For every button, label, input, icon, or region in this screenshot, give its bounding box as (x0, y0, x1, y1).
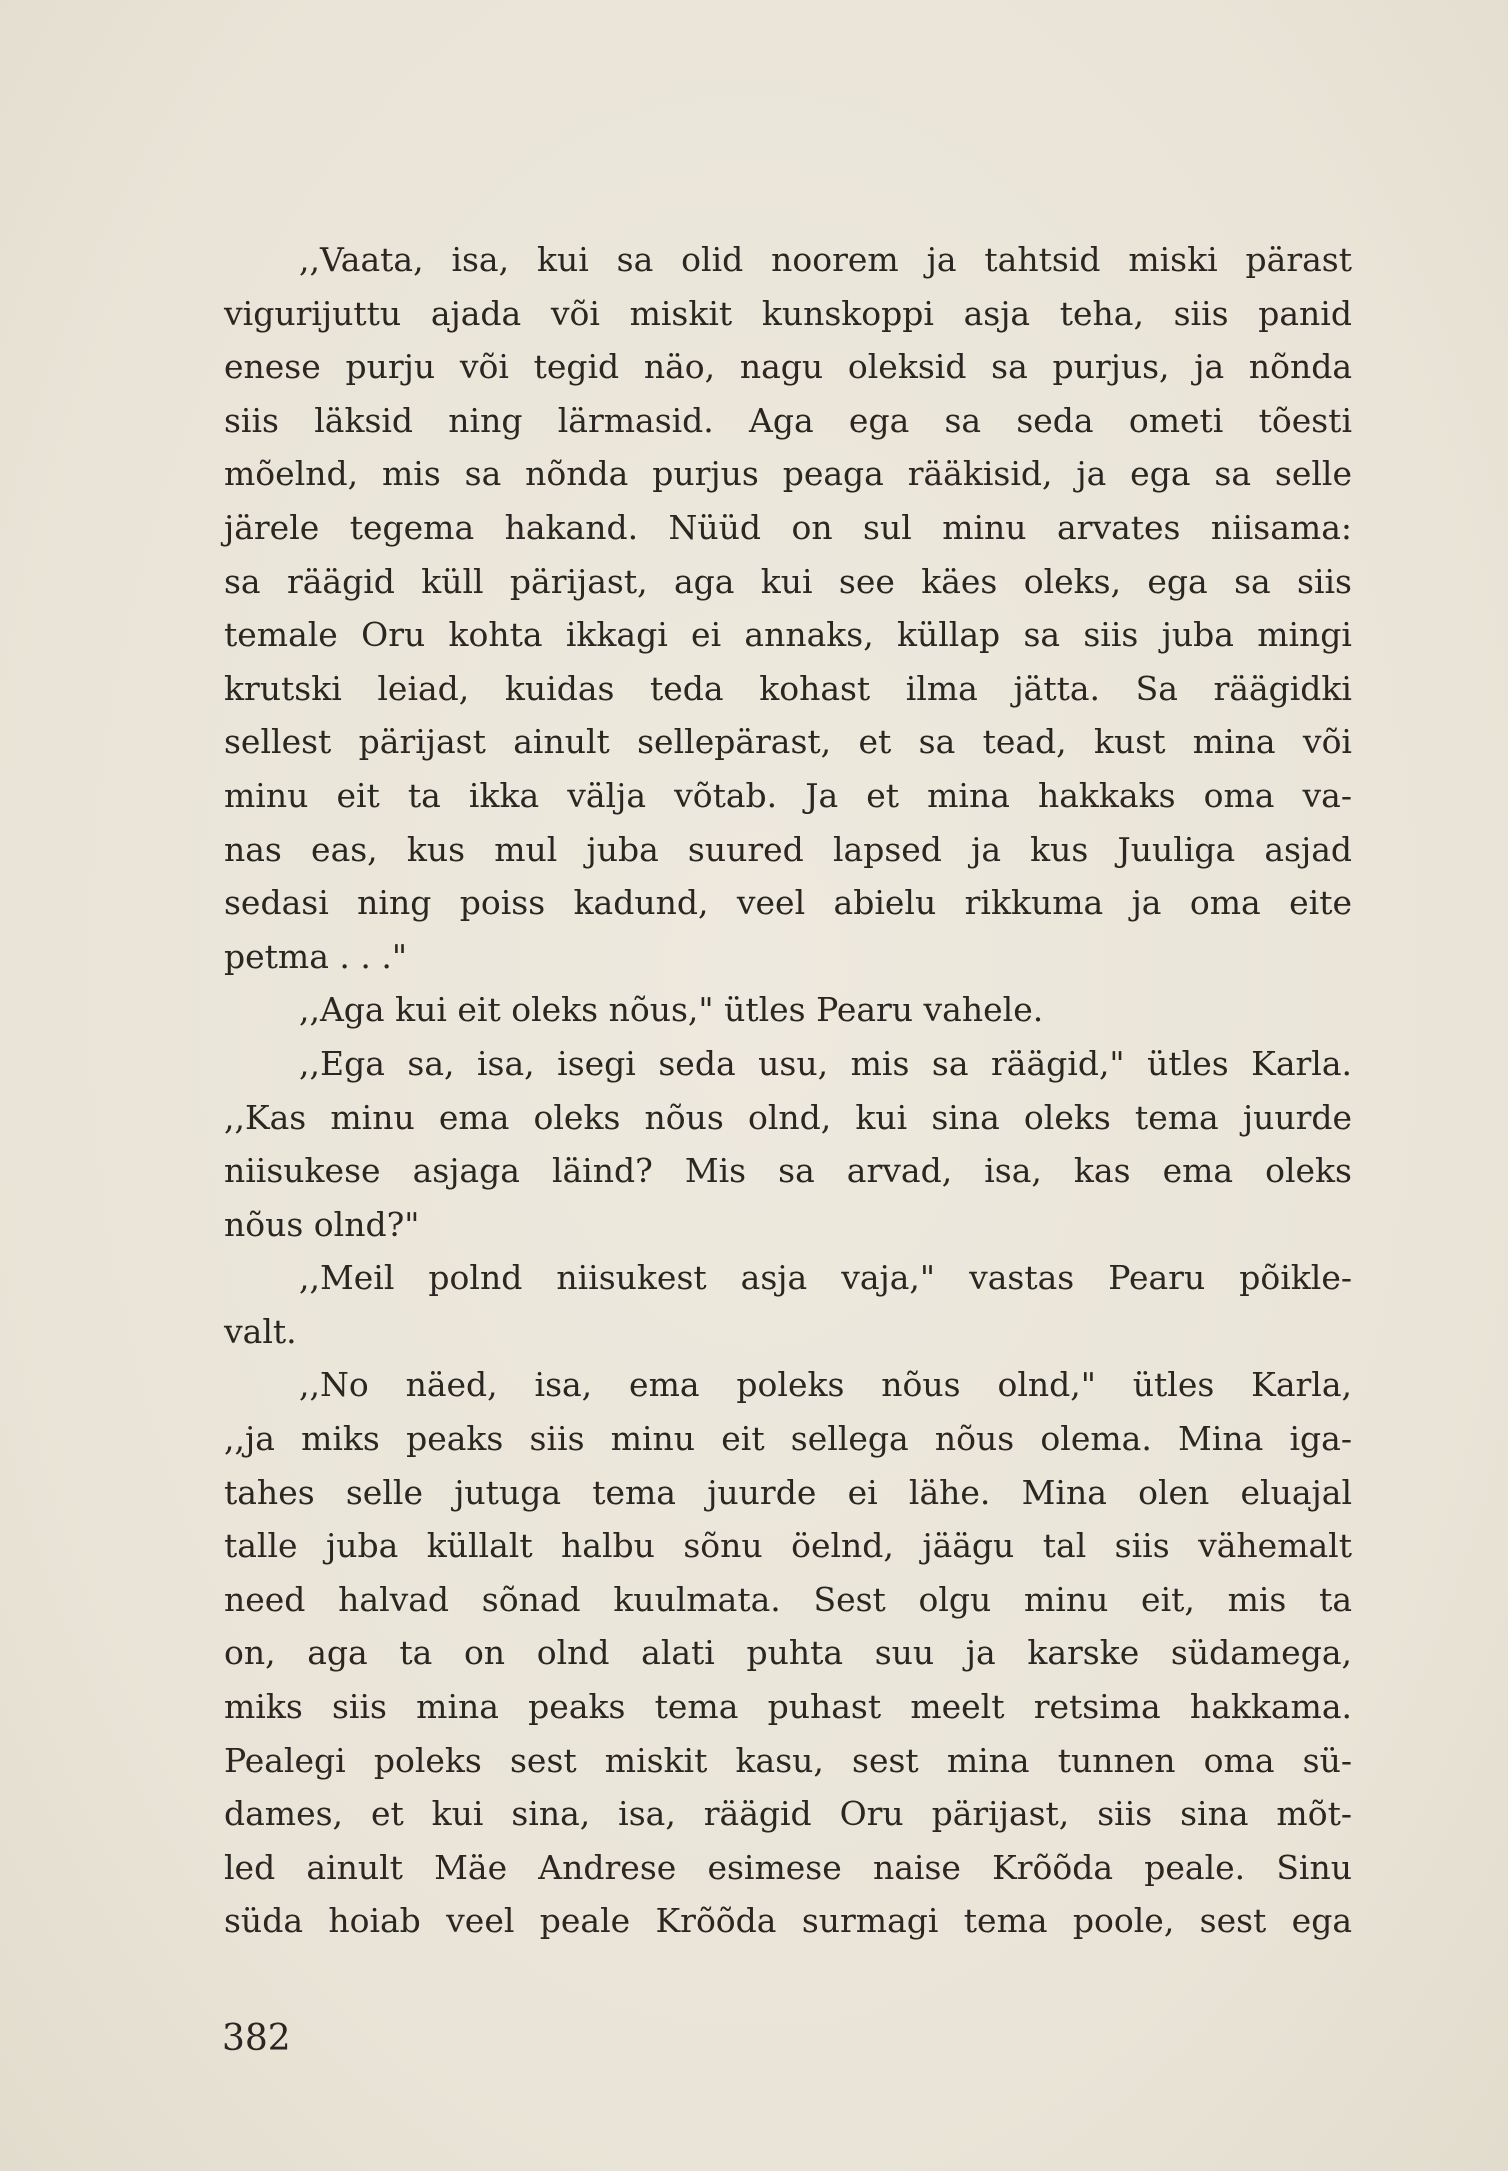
text-line: sa räägid küll pärijast, aga kui see käes oleks, ega sa siis (224, 561, 1352, 601)
text-line: petma . . ." (224, 936, 407, 976)
text-line: ,,No näed, isa, ema poleks nõus olnd," ütles Karla, (299, 1365, 1352, 1405)
text-line: süda hoiab veel peale Krõõda surmagi tema poole, sest ega (224, 1901, 1352, 1941)
text-line: Pealegi poleks sest miskit kasu, sest mina tunnen oma sü- (224, 1740, 1352, 1780)
page-number: 382 (222, 2018, 291, 2059)
text-line: need halvad sõnad kuulmata. Sest olgu minu eit, mis ta (224, 1579, 1352, 1619)
text-line: ,,Vaata, isa, kui sa olid noorem ja tahtsid miski pärast (299, 240, 1352, 279)
text-line: sedasi ning poiss kadund, veel abielu rikkuma ja oma eite (224, 883, 1352, 923)
text-line: tahes selle jutuga tema juurde ei lähe. Mina olen eluajal (224, 1472, 1352, 1512)
text-line: ,,Ega sa, isa, isegi seda usu, mis sa räägid," ütles Karla. (299, 1043, 1352, 1083)
text-line: ,,ja miks peaks siis minu eit sellega nõus olema. Mina iga- (224, 1419, 1352, 1459)
text-line: ,,Kas minu ema oleks nõus olnd, kui sina oleks tema juurde (224, 1097, 1352, 1137)
text-line: nas eas, kus mul juba suured lapsed ja kus Juuliga asjad (224, 829, 1352, 869)
text-line: krutski leiad, kuidas teda kohast ilma jätta. Sa räägidki (224, 668, 1352, 708)
text-line: led ainult Mäe Andrese esimese naise Krõõda peale. Sinu (224, 1847, 1352, 1887)
text-line: ,,Aga kui eit oleks nõus," ütles Pearu vahele. (299, 990, 1044, 1030)
text-line: nõus olnd?" (224, 1204, 420, 1244)
body-text (224, 233, 1352, 1948)
text-line: siis läksid ning lärmasid. Aga ega sa seda ometi tõesti (224, 400, 1352, 440)
text-line: järele tegema hakand. Nüüd on sul minu arvates niisama: (224, 507, 1352, 547)
text-line: valt. (224, 1311, 297, 1351)
text-line: minu eit ta ikka välja võtab. Ja et mina hakkaks oma va- (224, 775, 1352, 815)
text-line: dames, et kui sina, isa, räägid Oru pärijast, siis sina mõt- (224, 1794, 1352, 1834)
text-line: niisukese asjaga läind? Mis sa arvad, isa, kas ema oleks (224, 1151, 1352, 1191)
text-line: temale Oru kohta ikkagi ei annaks, küllap sa siis juba mingi (224, 615, 1352, 655)
text-line: on, aga ta on olnd alati puhta suu ja karske südamega, (224, 1633, 1352, 1673)
text-line: vigurijuttu ajada või miskit kunskoppi asja teha, siis panid (224, 293, 1352, 333)
text-line: enese purju või tegid näo, nagu oleksid sa purjus, ja nõnda (224, 347, 1352, 387)
text-line: talle juba küllalt halbu sõnu öelnd, jäägu tal siis vähemalt (224, 1526, 1352, 1566)
text-line: ,,Meil polnd niisukest asja vaja," vastas Pearu põikle- (299, 1258, 1352, 1298)
text-line: sellest pärijast ainult sellepärast, et sa tead, kust mina või (224, 722, 1352, 762)
text-line: miks siis mina peaks tema puhast meelt retsima hakkama. (224, 1687, 1352, 1727)
text-line: mõelnd, mis sa nõnda purjus peaga rääkisid, ja ega sa selle (224, 454, 1352, 494)
